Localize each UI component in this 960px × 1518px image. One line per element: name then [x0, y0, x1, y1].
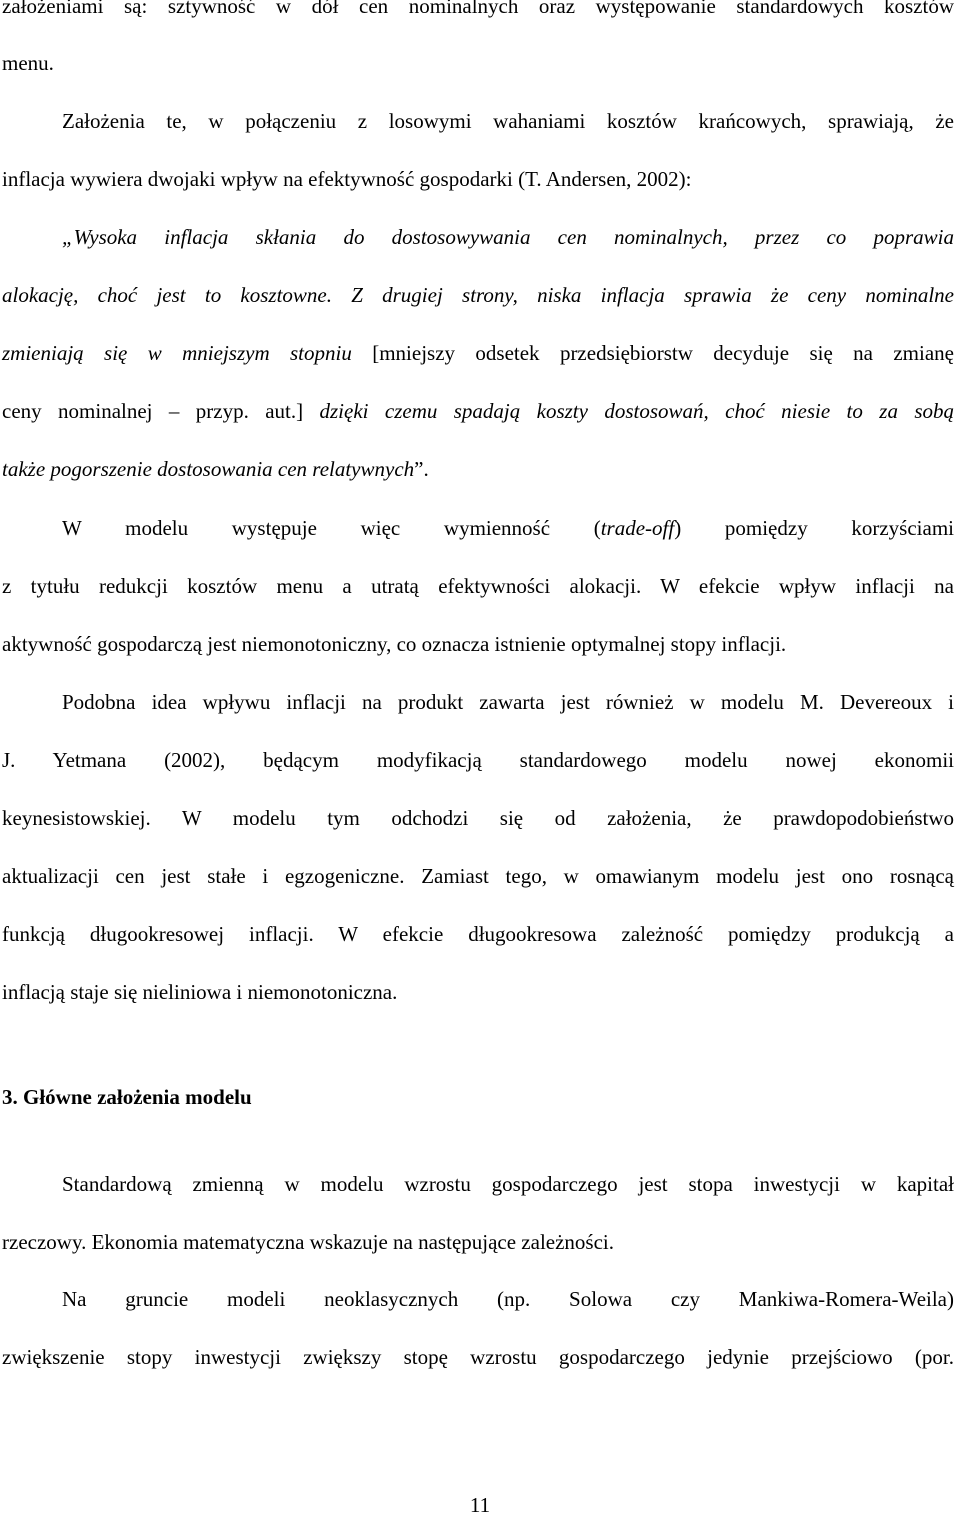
- paragraph-line: Standardową zmienną w modelu wzrostu gospodarczego jest stopa inwestycji w kapitał: [62, 1172, 954, 1196]
- paragraph-line: [62, 516, 954, 540]
- text-span: ) pomiędzy korzyściami: [674, 516, 954, 540]
- paragraph-line: funkcją długookresowej inflacji. W efekcie długookresowa zależność pomiędzy produkcją a: [2, 922, 954, 946]
- editor-note: ceny nominalnej – przyp. aut.]: [2, 399, 304, 423]
- paragraph-line: menu.: [2, 51, 54, 75]
- paragraph-line: inflacją staje się nieliniowa i niemonotoniczna.: [2, 980, 398, 1004]
- paragraph-line: keynesistowskiej. W modelu tym odchodzi się od założenia, że prawdopodobieństwo: [2, 806, 954, 830]
- paragraph-line: zwiększenie stopy inwestycji zwiększy stopę wzrostu gospodarczego jedynie przejściowo (por.: [2, 1345, 954, 1369]
- quote-line: [2, 399, 954, 423]
- quote-line: [2, 341, 954, 365]
- quote-text: zmieniają się w mniejszym stopniu: [2, 341, 352, 365]
- paragraph-line: założeniami są: sztywność w dół cen nominalnych oraz występowanie standardowych kosztów: [2, 0, 954, 18]
- quote-text: dzięki czemu spadają koszty dostosowań, choć niesie to za sobą: [303, 399, 954, 423]
- paragraph-line: Podobna idea wpływu inflacji na produkt zawarta jest również w modelu M. Devereoux i: [62, 690, 954, 714]
- editor-note: [mniejszy odsetek przedsiębiorstw decyduje się na zmianę: [351, 341, 954, 365]
- paragraph-line: Na gruncie modeli neoklasycznych (np. Solowa czy Mankiwa-Romera-Weila): [62, 1287, 954, 1311]
- page-number: 11: [469, 1493, 491, 1517]
- term-trade-off: trade-off: [600, 516, 675, 540]
- paragraph-line: Założenia te, w połączeniu z losowymi wahaniami kosztów krańcowych, sprawiają, że: [62, 109, 954, 133]
- paragraph-line: aktywność gospodarczą jest niemonotoniczny, co oznacza istnienie optymalnej stopy inflacji.: [2, 632, 787, 656]
- text-span: W modelu występuje więc wymienność (: [62, 516, 601, 540]
- paragraph-line: inflacja wywiera dwojaki wpływ na efektywność gospodarki (T. Andersen, 2002):: [2, 167, 692, 191]
- quote-line: [2, 457, 954, 481]
- paragraph-line: z tytułu redukcji kosztów menu a utratą efektywności alokacji. W efekcie wpływ inflacji na: [2, 574, 954, 598]
- paragraph-line: rzeczowy. Ekonomia matematyczna wskazuje na następujące zależności.: [2, 1230, 615, 1254]
- paragraph-line: aktualizacji cen jest stałe i egzogeniczne. Zamiast tego, w omawianym modelu jest ono rosnącą: [2, 864, 954, 888]
- quote-line: alokację, choć jest to kosztowne. Z drugiej strony, niska inflacja sprawia że ceny nominalne: [2, 283, 954, 307]
- quote-text: także pogorszenie dostosowania cen relatywnych: [2, 457, 415, 481]
- section-heading: 3. Główne założenia modelu: [2, 1085, 252, 1109]
- quote-line: „Wysoka inflacja skłania do dostosowywania cen nominalnych, przez co poprawia: [62, 225, 954, 249]
- paragraph-line: J. Yetmana (2002), będącym modyfikacją standardowego modelu nowej ekonomii: [2, 748, 954, 772]
- quote-close: ”.: [414, 457, 429, 481]
